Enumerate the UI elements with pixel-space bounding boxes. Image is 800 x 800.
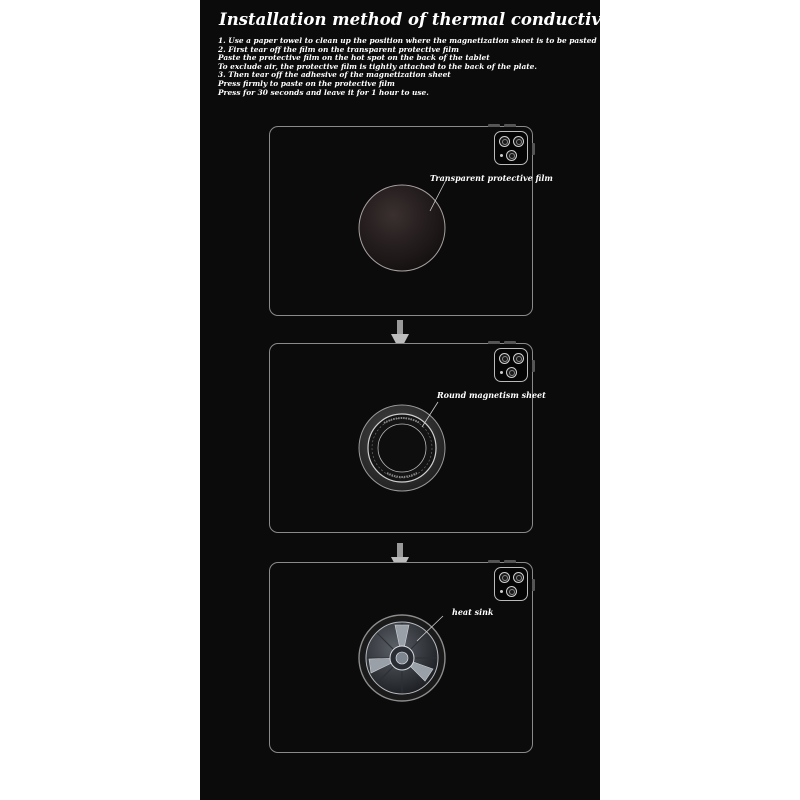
flash-icon bbox=[500, 154, 503, 157]
tablet-back-step-1 bbox=[269, 126, 553, 316]
step-line: Paste the protective film on the hot spot on the back of the tablet bbox=[218, 53, 490, 63]
tablet-button bbox=[504, 341, 516, 344]
step-line: Press firmly to paste on the protective film bbox=[218, 78, 395, 88]
step-line: 2. First tear off the film on the transparent protective film bbox=[218, 44, 459, 54]
camera-lens-icon bbox=[506, 367, 517, 378]
page-title: Installation method of thermal conductive magnet bbox=[219, 10, 688, 29]
tablet-button bbox=[504, 560, 516, 563]
callout-line bbox=[420, 401, 440, 429]
camera-module-icon bbox=[494, 131, 528, 165]
callout-label: Transparent protective film bbox=[430, 173, 553, 183]
camera-lens-icon bbox=[513, 136, 524, 147]
step-line: Press for 30 seconds and leave it for 1 hour to use. bbox=[218, 87, 429, 97]
callout-line bbox=[428, 179, 448, 213]
tablet-button bbox=[504, 124, 516, 127]
tablet-button bbox=[532, 143, 535, 155]
camera-lens-icon bbox=[499, 572, 510, 583]
tablet-button bbox=[488, 124, 500, 127]
tablet-button bbox=[488, 560, 500, 563]
instruction-steps bbox=[218, 37, 598, 97]
tablet-back-step-2 bbox=[269, 343, 546, 533]
callout-label: Round magnetism sheet bbox=[437, 390, 546, 400]
flash-icon bbox=[500, 371, 503, 374]
callout-label: heat sink bbox=[452, 607, 494, 617]
step-line: To exclude air, the protective film is tightly attached to the back of the plate. bbox=[218, 61, 537, 71]
callout-line bbox=[415, 615, 445, 643]
tablet-button bbox=[488, 341, 500, 344]
camera-module-icon bbox=[494, 348, 528, 382]
camera-lens-icon bbox=[499, 353, 510, 364]
tablet-back-step-3 bbox=[269, 562, 533, 753]
step-line: 3. Then tear off the adhesive of the magnetization sheet bbox=[218, 70, 451, 80]
camera-lens-icon bbox=[506, 586, 517, 597]
camera-lens-icon bbox=[499, 136, 510, 147]
camera-lens-icon bbox=[513, 353, 524, 364]
camera-module-icon bbox=[494, 567, 528, 601]
camera-lens-icon bbox=[506, 150, 517, 161]
tablet-button bbox=[532, 360, 535, 372]
step-line: 1. Use a paper towel to clean up the position where the magnetization sheet is to be pasted bbox=[218, 36, 597, 45]
tablet-button bbox=[532, 579, 535, 591]
camera-lens-icon bbox=[513, 572, 524, 583]
flash-icon bbox=[500, 590, 503, 593]
